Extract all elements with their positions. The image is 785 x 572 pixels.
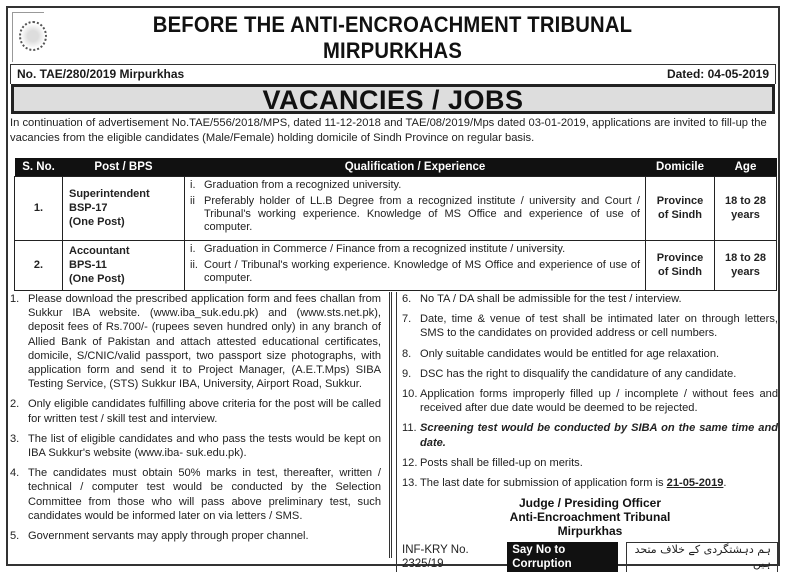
urdu-slogan: ہم دہشتگردی کے خلاف متحد ہیں (626, 542, 778, 572)
reference-bar (10, 64, 776, 84)
header-qualification: Qualification / Experience (185, 158, 646, 176)
list-item: 2. Only eligible candidates fulfilling above criteria for the post will be called for written test / skill test and interview. (10, 398, 381, 425)
last-date: 21-05-2019 (666, 477, 724, 490)
list-item: 7. Date, time & venue of test shall be intimated later on through letters, SMS to the candidates on provided address or cell numbers. (402, 313, 778, 340)
list-item: 3. The list of eligible candidates and who pass the tests would be kept on IBA Sukkur's website (www.iba- suk.edu.pk). (10, 432, 381, 460)
cell-post (63, 240, 185, 290)
list-item: 1. Please download the prescribed application form and fees challan from Sukkur IBA website. (www.iba_suk.edu.pk) and (www.sts.net.pk), deposit fees of Rs.700/- (rupees seven hundred only) in any branch of Allied Bank of Pakistan and attach attested educational certificates, domicile, S/CNIC/valid passport, two passport size photographs, with application form and send it to Project Manager, (A.E.T.Mps) SIBA Testing Service, (STS) Sukkur IBA, University, Airport Road, Sukkur. (10, 293, 381, 391)
list-item: 5. Government servants may apply through proper channel. (10, 530, 309, 543)
cell-post (63, 176, 185, 240)
signature-block (402, 496, 778, 538)
signatory-office: Anti-Encroachment Tribunal (509, 510, 671, 525)
header-post: Post / BPS (63, 158, 185, 176)
reference-number: No. TAE/280/2019 Mirpurkhas (17, 67, 185, 81)
qualification-item: i. Graduation from a recognized university. (190, 179, 402, 191)
cell-domicile: Province of Sindh (646, 240, 715, 290)
post-count: (One Post) (69, 216, 125, 228)
page-title: BEFORE THE ANTI-ENCROACHMENT TRIBUNAL (152, 12, 633, 37)
post-name: Accountant (69, 245, 130, 257)
header-domicile: Domicile (646, 158, 715, 176)
list-item: 13. The last date for submission of application form is 21-05-2019. (402, 477, 727, 490)
table-row (15, 176, 777, 240)
vacancies-banner: VACANCIES / JOBS (11, 84, 775, 114)
inf-number: INF-KRY No. 2325/19 (402, 544, 469, 571)
post-name: Superintendent (69, 188, 150, 200)
list-item: 8. Only suitable candidates would be entitled for age relaxation. (402, 347, 720, 360)
table-row (15, 240, 777, 290)
cell-age: 18 to 28 years (715, 240, 777, 290)
table-header-row (15, 158, 777, 176)
page-subtitle: MIRPURKHAS (322, 38, 463, 63)
terms-column-right (396, 292, 778, 572)
list-item: 10. Application forms improperly filled up / incomplete / without fees and received after due date would be deemed to be rejected. (402, 388, 778, 415)
cell-domicile: Province of Sindh (646, 176, 715, 240)
qualification-item: i. Graduation in Commerce / Finance from a recognized institute / university. (190, 242, 566, 255)
intro-paragraph: In continuation of advertisement No.TAE/556/2018/MPS, dated 11-12-2018 and TAE/08/2019/Mps dated 03-01-2019, applications are invited to fill-up the vacancies from the eligible candidates (Male/Female) holding domicile of Sindh Province on regular basis. (10, 117, 767, 144)
qualification-item: ii. Court / Tribunal's working experience. Knowledge of MS Office and experience of use of computer. (190, 258, 640, 284)
terms-column-left (10, 292, 392, 558)
post-bps: BSP-17 (69, 202, 108, 214)
qualification-item: ii Preferably holder of LL.B Degree from a recognized institute / university and Court / Tribunal's working experience. Knowledge of MS Office and experience of use of computer. (190, 195, 640, 233)
footer (402, 542, 778, 572)
list-item: 6. No TA / DA shall be admissible for the test / interview. (402, 293, 682, 305)
cell-sno: 1. (15, 176, 63, 240)
post-count: (One Post) (69, 273, 125, 285)
vacancies-table (14, 158, 777, 291)
date: Dated: 04-05-2019 (666, 67, 769, 81)
signatory-location: Mirpurkhas (557, 524, 623, 539)
header-sno: S. No. (15, 158, 63, 176)
anti-corruption-badge: Say No to Corruption (507, 542, 618, 572)
cell-age: 18 to 28 years (715, 176, 777, 240)
signatory-title: Judge / Presiding Officer (518, 496, 662, 511)
list-item: 4. The candidates must obtain 50% marks in test, thereafter, written / technical / computer test would be conducted by the Selection Committee from those who will pass above preliminary test, such candidates would be informed later on via letters / SMS. (10, 467, 381, 522)
header-age: Age (715, 158, 777, 176)
list-item: 12. Posts shall be filled-up on merits. (402, 456, 583, 469)
post-bps: BPS-11 (69, 259, 107, 271)
list-item: 9. DSC has the right to disqualify the candidature of any candidate. (402, 367, 737, 380)
cell-sno: 2. (15, 240, 63, 290)
cell-qualification (185, 176, 646, 240)
list-item: 11. Screening test would be conducted by SIBA on the same time and date. (402, 422, 778, 449)
cell-qualification (185, 240, 646, 290)
